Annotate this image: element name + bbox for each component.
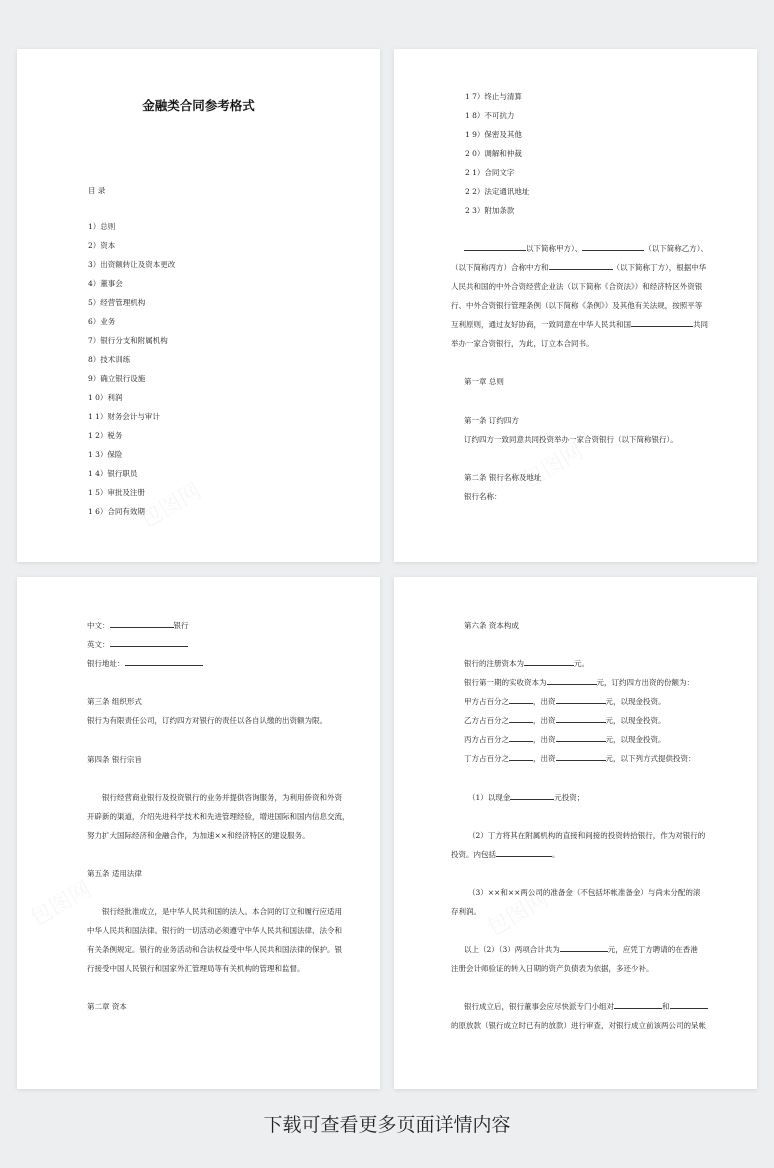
toc-item: 2 1）合同文字 <box>465 168 515 177</box>
toc-item: 1 7）终止与清算 <box>465 92 522 101</box>
document-page-3 <box>17 577 380 1089</box>
article-5-line-3: 有关条例规定。银行的业务活动和合法权益受中华人民共和国法律的保护。银 <box>87 945 342 954</box>
total-line-1: 以上（2）（3）两项合计共为 元，应凭丁方聘请的在香港 <box>464 945 698 954</box>
chapter-2-heading: 第二章 资本 <box>87 1002 127 1011</box>
toc-item: 2 2）法定通讯地址 <box>465 187 530 196</box>
article-6-title: 第六条 资本构成 <box>464 621 519 630</box>
toc-item: 9）确立银行设施 <box>88 374 146 383</box>
toc-item: 1）总则 <box>88 222 116 231</box>
toc-item: 1 4）银行职员 <box>88 469 138 478</box>
article-4-line-3: 努力扩大国际经济和金融合作，为加速××和经济特区的建设服务。 <box>87 831 310 840</box>
last-para-line-1: 银行成立后，银行董事会应尽快派专门小组对 和 <box>464 1001 708 1012</box>
intro-line-5: 互利原则，通过友好协商，一致同意在中华人民共和国 共同 <box>451 320 708 329</box>
bank-name-cn: 中文： 银行 <box>87 621 189 630</box>
toc-item: 1 9）保密及其他 <box>465 130 522 139</box>
toc-list-continued <box>465 91 529 224</box>
document-title: 金融类合同参考格式 <box>142 98 255 113</box>
toc-item: 5）经营管理机构 <box>88 298 146 307</box>
toc-item: 2）资本 <box>88 241 116 250</box>
toc-item: 2 0）调解和仲裁 <box>465 149 522 158</box>
item-2-line-1: （2）丁方将其在附属机构的直接和间接的投资转拾银行，作为对银行的 <box>468 831 706 840</box>
toc-item: 2 3）附加条款 <box>465 206 515 215</box>
article-1-title: 第一条 订约四方 <box>464 416 519 425</box>
article-2-title: 第二条 银行名称及地址 <box>464 473 542 482</box>
toc-item: 6）业务 <box>88 317 116 326</box>
toc-list <box>88 221 175 525</box>
item-3-line-2: 存利润。 <box>451 907 481 916</box>
total-line-2: 注册会计师验证的转入日期的资产负债表为依据，多还少补。 <box>451 964 654 973</box>
party-b-share: 乙方占百分之 ，出资 元，以现金投资。 <box>464 716 666 725</box>
document-page-4 <box>394 577 757 1089</box>
article-5-line-2: 中华人民共和国法律。银行的一切活动必须遵守中华人民共和国法律、法令和 <box>87 926 342 935</box>
toc-item: 3）出资额转让及资本更改 <box>88 260 176 269</box>
registered-capital: 银行的注册资本为 元。 <box>464 659 589 668</box>
toc-item: 1 8）不可抗力 <box>465 111 515 120</box>
intro-line-6: 举办一家合资银行，为此，订立本合同书。 <box>451 339 594 348</box>
toc-item: 1 6）合同有效期 <box>88 507 145 516</box>
intro-line-1: 以下简称甲方）、 （以下简称乙方）、 <box>464 243 708 254</box>
article-4-line-1: 银行经营商业银行及投资银行的业务并提供咨询服务，为利用侨资和外资 <box>102 793 342 802</box>
first-paid-capital: 银行第一期的实收资本为 元，订约四方出资的份额为： <box>464 678 694 687</box>
watermark <box>24 873 97 933</box>
article-3-text: 银行为有限责任公司，订约四方对银行的责任以各自认缴的出资额为限。 <box>87 716 327 725</box>
toc-item: 1 5）审批及注册 <box>88 488 145 497</box>
toc-item: 1 1）财务会计与审计 <box>88 412 160 421</box>
article-1-text: 订约四方一致同意共同投资举办一家合资银行（以下简称银行）。 <box>464 435 678 444</box>
intro-line-4: 行、中外合资银行管理条例（以下简称《条例》）及其他有关法规，按照平等 <box>451 301 703 310</box>
bank-name-en: 英文： <box>87 639 188 650</box>
last-para-line-2: 的原放款（银行成立时已有的放款）进行审查，对银行成立前该两公司的呆帐 <box>451 1021 706 1030</box>
toc-heading: 目 录 <box>88 186 106 195</box>
intro-line-2: （以下简称丙方）合称中方和 （以下简称丁方），根据中华 <box>451 263 707 272</box>
article-5-line-4: 行接受中国人民银行和国家外汇管理局等有关机构的管理和监督。 <box>87 964 305 973</box>
article-4-title: 第四条 银行宗旨 <box>87 755 142 764</box>
party-c-share: 丙方占百分之 ，出资 元，以现金投资。 <box>464 735 666 744</box>
bank-address: 银行地址： <box>87 658 203 669</box>
item-3-line-1: （3）××和××两公司的准备金（不包括坏帐准备金）与尚未分配的滚 <box>468 888 701 897</box>
toc-item: 7）银行分支和附属机构 <box>88 336 168 345</box>
footer-caption: 下载可查看更多页面详情内容 <box>263 1114 511 1136</box>
article-5-line-1: 银行经批准成立，是中华人民共和国的法人。本合同的订立和履行应适用 <box>102 907 342 916</box>
toc-item: 1 3）保险 <box>88 450 123 459</box>
article-5-title: 第五条 适用法律 <box>87 869 142 878</box>
article-2-text: 银行名称： <box>464 492 502 501</box>
document-page-2 <box>394 49 757 562</box>
toc-item: 4）董事会 <box>88 279 123 288</box>
toc-item: 1 2）税务 <box>88 431 123 440</box>
party-d-share: 丁方占百分之 ，出资 元，以下列方式提供投资： <box>464 754 696 763</box>
item-2-line-2: 投资。内包括 。 <box>451 850 560 859</box>
intro-line-3: 人民共和国的中外合资经营企业法（以下简称《合资法》）和经济特区外资银 <box>451 282 703 291</box>
toc-item: 1 0）利润 <box>88 393 123 402</box>
article-4-line-2: 开辟新的渠道，介绍先进科学技术和先进管理经验，增进国际和国内信息交流， <box>87 812 350 821</box>
chapter-1-heading: 第一章 总则 <box>464 377 504 386</box>
document-page-1 <box>17 49 380 562</box>
article-3-title: 第三条 组织形式 <box>87 697 142 706</box>
item-1-cash: （1）以现金 元投资； <box>468 793 585 802</box>
party-a-share: 甲方占百分之 ，出资 元，以现金投资。 <box>464 697 666 706</box>
toc-item: 8）技术训练 <box>88 355 131 364</box>
